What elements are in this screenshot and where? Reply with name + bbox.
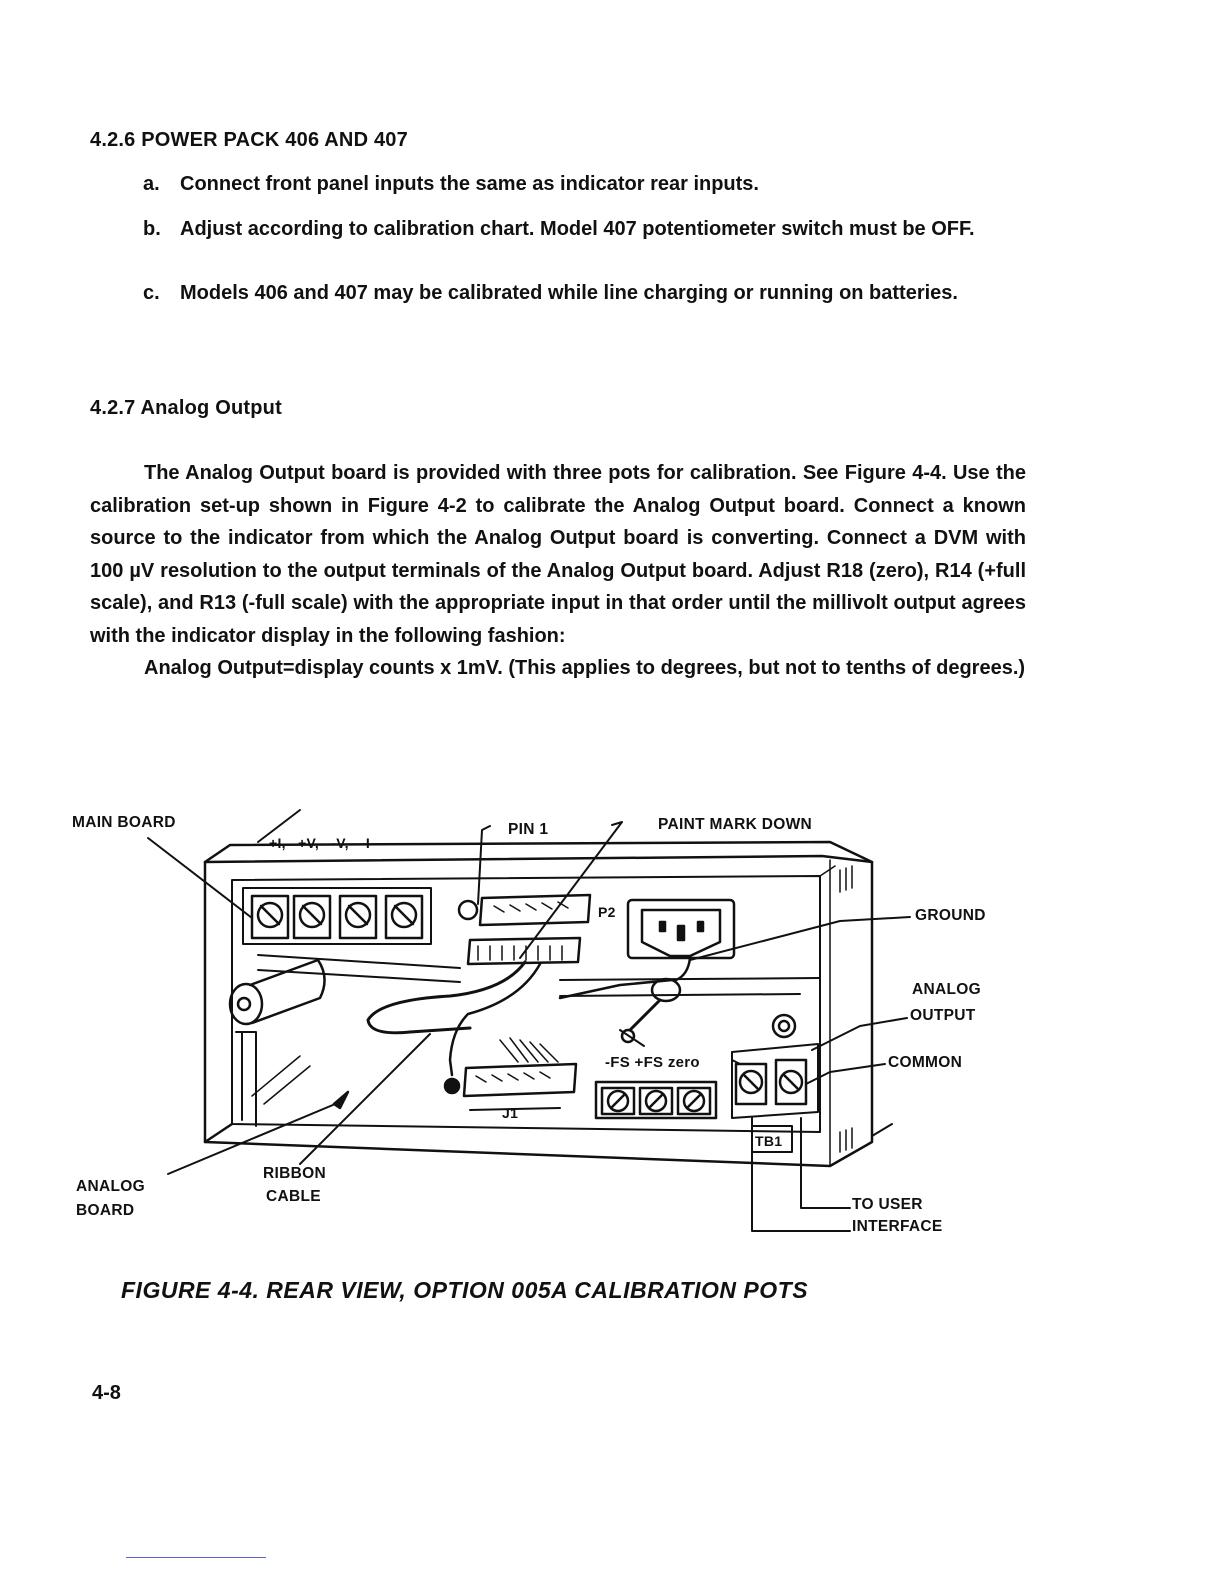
power-inlet <box>628 900 734 958</box>
pot-screw-icon <box>608 1091 628 1111</box>
label-p2: P2 <box>598 904 616 920</box>
label-terminals: +I, +V, -V, -I <box>269 835 371 851</box>
pot-screw-icon <box>646 1091 666 1111</box>
list-letter: a. <box>143 173 160 195</box>
calibration-pots <box>596 1082 716 1118</box>
page-number: 4-8 <box>92 1382 121 1404</box>
label-pots: -FS +FS zero <box>605 1054 700 1071</box>
list-text: Models 406 and 407 may be calibrated while line charging or running on batteries. <box>180 282 958 304</box>
screw-icon <box>258 903 282 927</box>
label-j1: J1 <box>502 1105 519 1121</box>
list-letter: b. <box>143 218 161 240</box>
list-text: Connect front panel inputs the same as indicator rear inputs. <box>180 173 759 195</box>
side-ribs <box>840 866 852 1152</box>
label-tb1: TB1 <box>755 1133 783 1149</box>
list-text: Adjust according to calibration chart. Model 407 potentiometer switch must be OFF. <box>180 218 975 240</box>
list-item-a <box>143 170 1023 198</box>
label-to-user-2: INTERFACE <box>852 1218 943 1235</box>
label-common: COMMON <box>888 1054 963 1071</box>
body-text <box>90 457 1026 685</box>
housing-outline <box>205 856 872 1166</box>
ground-wire <box>560 958 690 1046</box>
list-item-b <box>143 215 1055 243</box>
label-analog-board-1: ANALOG <box>76 1178 145 1195</box>
label-to-user-1: TO USER <box>852 1196 923 1213</box>
label-main-board: MAIN BOARD <box>72 814 176 831</box>
main-terminal-strip <box>243 888 431 944</box>
label-ground: GROUND <box>915 907 986 924</box>
standoff-left <box>230 960 325 1024</box>
list-letter: c. <box>143 282 160 304</box>
pot-screw-icon <box>684 1091 704 1111</box>
label-analog-output-1: ANALOG <box>912 981 981 998</box>
label-analog-output-2: OUTPUT <box>910 1007 976 1024</box>
label-ribbon-cable-1: RIBBON <box>263 1165 326 1182</box>
section-heading-426: 4.2.6 POWER PACK 406 AND 407 <box>90 129 408 151</box>
label-pin1: PIN 1 <box>508 821 549 838</box>
screw-icon <box>346 903 370 927</box>
label-paint-mark: PAINT MARK DOWN <box>658 816 813 833</box>
figure-4-4 <box>60 790 1160 1250</box>
j1-connector <box>445 1038 576 1110</box>
rear-view-diagram <box>60 790 1160 1250</box>
standoff-right <box>773 1015 795 1037</box>
list-item-c <box>143 279 1055 307</box>
label-analog-board-2: BOARD <box>76 1202 135 1219</box>
bottom-rule <box>126 1557 266 1558</box>
screw-icon <box>300 903 324 927</box>
section-heading-427: 4.2.7 Analog Output <box>90 397 282 419</box>
label-ribbon-cable-2: CABLE <box>266 1188 321 1205</box>
paragraph-1: The Analog Output board is provided with three pots for calibration. See Figure 4-4. Use the calibration set-up shown in Figure 4-2 to calibrate the Analog Output board. Connect a known source to the indicator from which the Analog Output board is converting. Connect a DVM with 100 µV resolution to the output terminals of the Analog Output board. Adjust R18 (zero), R14 (+full scale), and R13 (-full scale) with the appropriate input in that order until the millivolt output agrees with the indicator display in the following fashion: <box>90 462 1026 647</box>
figure-caption: FIGURE 4-4. REAR VIEW, OPTION 005A CALIBRATION POTS <box>121 1277 809 1303</box>
paragraph-2: Analog Output=display counts x 1mV. (This applies to degrees, but not to tenths of degrees.) <box>144 657 1026 679</box>
screw-icon <box>392 903 416 927</box>
terminal-screw-icon <box>740 1071 762 1093</box>
arrowhead-icon <box>334 1092 348 1108</box>
terminal-screw-icon <box>780 1071 802 1093</box>
